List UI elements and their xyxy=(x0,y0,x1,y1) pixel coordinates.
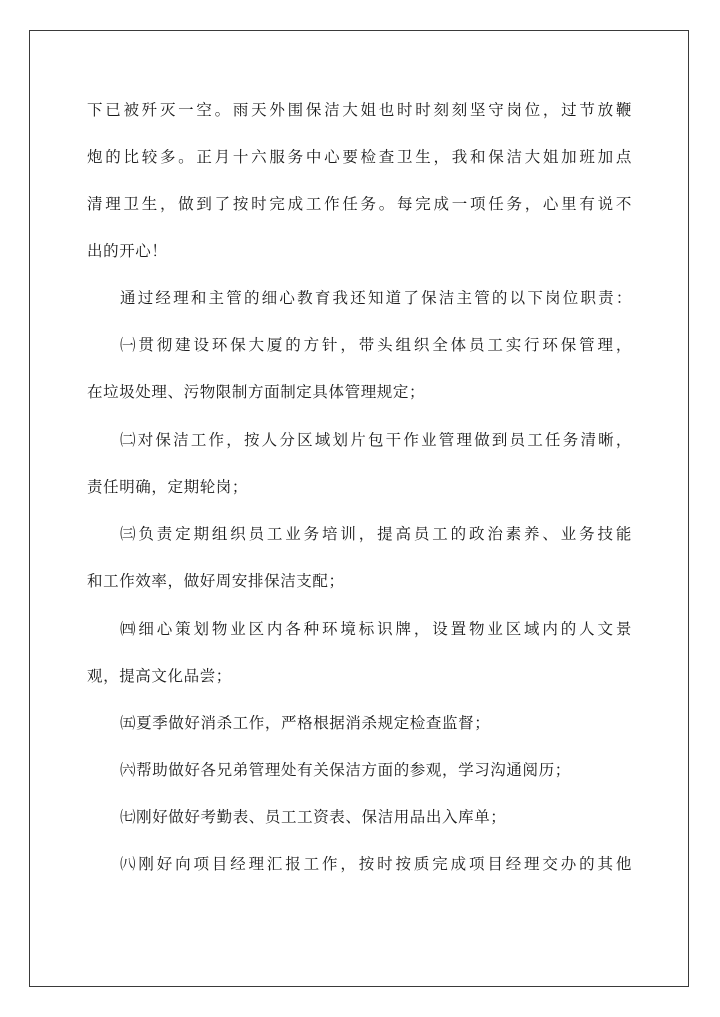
duty-item-4: ㈣细心策划物业区内各种环境标识牌，设置物业区域内的人文景 xyxy=(120,620,632,638)
duty-item-2-continued: 责任明确，定期轮岗； xyxy=(87,478,249,496)
paragraph-line-1: 下已被歼灭一空。雨天外围保洁大姐也时时刻刻坚守岗位，过节放鞭 xyxy=(87,101,632,119)
duty-item-1-continued: 在垃圾处理、污物限制方面制定具体管理规定； xyxy=(87,383,426,401)
paragraph-line-2: 炮的比较多。正月十六服务中心要检查卫生，我和保洁大姐加班加点 xyxy=(87,148,632,166)
duty-item-4-continued: 观，提高文化品尝； xyxy=(87,667,232,685)
duty-item-1: ㈠贯彻建设环保大厦的方针，带头组织全体员工实行环保管理， xyxy=(120,336,632,354)
duty-item-3: ㈢负责定期组织员工业务培训，提高员工的政治素养、业务技能 xyxy=(120,525,632,543)
paragraph-intro-duties: 通过经理和主管的细心教育我还知道了保洁主管的以下岗位职责： xyxy=(120,289,632,307)
page-border xyxy=(29,30,689,987)
duty-item-2: ㈡对保洁工作，按人分区域划片包干作业管理做到员工任务清晰， xyxy=(120,431,632,449)
duty-item-7: ㈦刚好做好考勤表、员工工资表、保洁用品出入库单； xyxy=(120,808,507,826)
paragraph-line-3: 清理卫生，做到了按时完成工作任务。每完成一项任务，心里有说不 xyxy=(87,195,632,213)
duty-item-5: ㈤夏季做好消杀工作，严格根据消杀规定检查监督； xyxy=(120,714,491,732)
paragraph-line-4: 出的开心！ xyxy=(87,242,168,260)
duty-item-8: ㈧刚好向项目经理汇报工作，按时按质完成项目经理交办的其他 xyxy=(120,855,632,873)
duty-item-6: ㈥帮助做好各兄弟管理处有关保洁方面的参观，学习沟通阅历； xyxy=(120,761,571,779)
duty-item-3-continued: 和工作效率，做好周安排保洁支配； xyxy=(87,572,345,590)
